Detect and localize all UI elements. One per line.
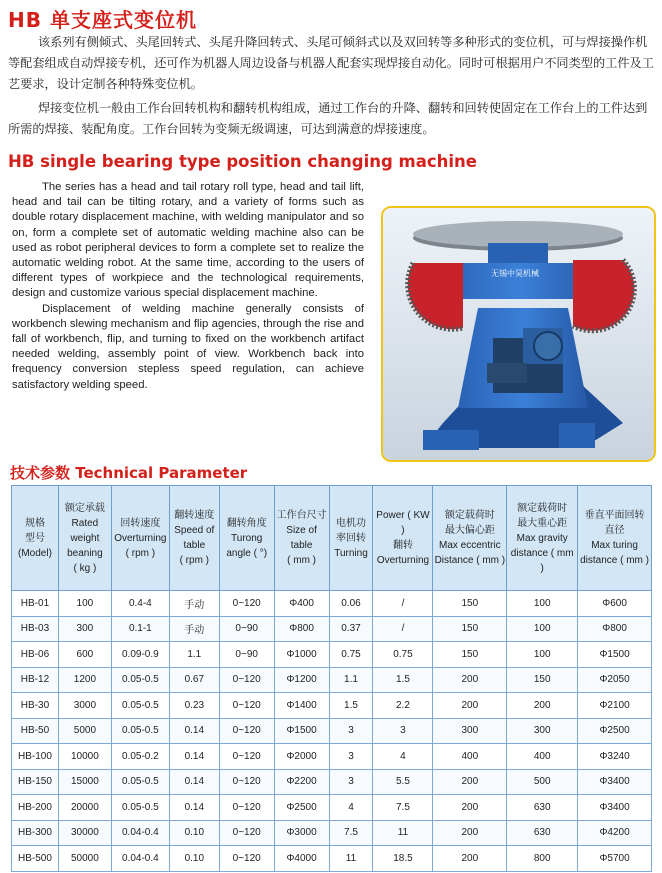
table-cell: Φ2200 — [274, 769, 329, 795]
table-cell: 0.1-1 — [111, 616, 169, 642]
table-body — [12, 591, 652, 872]
column-header-line: beaning — [67, 547, 103, 559]
column-header-line: Power ( KW ) — [376, 510, 430, 536]
table-cell: HB-100 — [12, 744, 59, 770]
column-header-line: Overturning — [376, 555, 430, 566]
table-cell: 0~90 — [219, 616, 274, 642]
column-header-line: 垂直平面回转 — [584, 510, 645, 521]
table-cell: HB-12 — [12, 667, 59, 693]
table-cell: 150 — [433, 642, 507, 668]
table-cell: 0.05-0.5 — [111, 795, 169, 821]
table-row — [12, 591, 652, 617]
table-cell: HB-500 — [12, 846, 59, 872]
column-header-line: 最大偏心距 — [444, 525, 495, 536]
table-cell: 0.04-0.4 — [111, 820, 169, 846]
technical-parameter-table — [11, 485, 652, 872]
column-header-line: ( rpm ) — [179, 555, 210, 566]
table-cell: 0.4-4 — [111, 591, 169, 617]
table-cell: 0.75 — [373, 642, 433, 668]
column-header-line: 最大重心距 — [517, 517, 568, 529]
table-cell: HB-03 — [12, 616, 59, 642]
table-row — [12, 693, 652, 719]
table-cell: 600 — [58, 642, 111, 668]
column-header-line: Size of — [286, 525, 317, 536]
table-cell: HB-30 — [12, 693, 59, 719]
table-cell: 4 — [329, 795, 373, 821]
column-header — [578, 486, 652, 591]
table-row — [12, 718, 652, 744]
table-cell: 0~120 — [219, 744, 274, 770]
table-cell: 200 — [507, 693, 578, 719]
table-cell: 200 — [433, 693, 507, 719]
table-cell: 400 — [507, 744, 578, 770]
column-header-line: 额定载荷时 — [517, 502, 568, 514]
table-cell: Φ2050 — [578, 667, 652, 693]
table-cell: Φ600 — [578, 591, 652, 617]
table-cell: 200 — [433, 820, 507, 846]
column-header — [111, 486, 169, 591]
table-cell: HB-01 — [12, 591, 59, 617]
table-cell: 500 — [507, 769, 578, 795]
column-header-line: (Model) — [18, 547, 52, 559]
table-cell: Φ800 — [274, 616, 329, 642]
table-cell: Φ1400 — [274, 693, 329, 719]
column-header — [169, 486, 219, 591]
table-cell: 100 — [58, 591, 111, 617]
table-cell: 0~120 — [219, 769, 274, 795]
table-cell: 0.14 — [169, 769, 219, 795]
table-cell: 0~120 — [219, 718, 274, 744]
column-header — [433, 486, 507, 591]
table-cell: 150 — [433, 616, 507, 642]
table-cell: 150 — [507, 667, 578, 693]
table-cell: Φ1500 — [274, 718, 329, 744]
column-header-line: table — [183, 540, 206, 551]
table-cell: 150 — [433, 591, 507, 617]
table-cell: 800 — [507, 846, 578, 872]
table-header-row — [12, 486, 652, 591]
column-header — [274, 486, 329, 591]
column-header-line: 规格 — [24, 517, 45, 529]
table-cell: 200 — [433, 667, 507, 693]
column-header-line: ( kg ) — [73, 562, 97, 574]
column-header-line: 电机功 — [335, 517, 366, 529]
intro-paragraph-cn-1: 该系列有侧倾式、头尾回转式、头尾升降回转式、头尾可倾斜式以及双回转等多种形式的变位机，可与焊接操作机等配套组成自动焊接专机，还可作为机器人周边设备与机器人配套实现焊接自动化。同时可根据用户不同类型的工件及工艺要求，设计定制各种特殊变位机。 — [8, 35, 654, 91]
table-cell: Φ1200 — [274, 667, 329, 693]
intro-text-en — [12, 180, 364, 393]
column-header-line: Max turing — [591, 540, 638, 551]
table-cell: HB-50 — [12, 718, 59, 744]
table-cell: 0~120 — [219, 693, 274, 719]
table-cell: 0.14 — [169, 795, 219, 821]
table-cell: 10000 — [58, 744, 111, 770]
column-header-line: distance ( mm ) — [510, 547, 574, 574]
table-cell: Φ2100 — [578, 693, 652, 719]
table-cell: 100 — [507, 616, 578, 642]
column-header-line: ( rpm ) — [125, 547, 156, 559]
table-cell: 200 — [433, 846, 507, 872]
table-cell: 200 — [433, 795, 507, 821]
table-cell: 7.5 — [329, 820, 373, 846]
table-cell: 0.14 — [169, 718, 219, 744]
table-cell: 0.05-0.2 — [111, 744, 169, 770]
table-cell: 0~120 — [219, 795, 274, 821]
table-cell: 7.5 — [373, 795, 433, 821]
column-header-line: 翻转 — [392, 540, 413, 551]
table-cell: 11 — [329, 846, 373, 872]
column-header-line: Max gravity — [516, 532, 568, 544]
table-cell: Φ3400 — [578, 769, 652, 795]
table-cell: 1200 — [58, 667, 111, 693]
table-cell: 0.10 — [169, 846, 219, 872]
table-cell: Φ5700 — [578, 846, 652, 872]
table-cell: 0.06 — [329, 591, 373, 617]
table-cell: Φ400 — [274, 591, 329, 617]
column-header-line: angle ( °) — [226, 547, 268, 559]
table-cell: 0.09-0.9 — [111, 642, 169, 668]
column-header-line: Max eccentric — [439, 540, 501, 551]
table-cell: HB-300 — [12, 820, 59, 846]
table-cell: Φ4000 — [274, 846, 329, 872]
table-row — [12, 820, 652, 846]
table-cell: 0~90 — [219, 642, 274, 668]
table-row — [12, 616, 652, 642]
table-cell: Φ3240 — [578, 744, 652, 770]
column-header-line: ( mm ) — [287, 555, 317, 566]
table-cell: Φ2000 — [274, 744, 329, 770]
table-cell: 0.67 — [169, 667, 219, 693]
column-header-line: Rated — [71, 517, 99, 529]
table-cell: 3 — [373, 718, 433, 744]
table-cell: 0~120 — [219, 667, 274, 693]
table-row — [12, 795, 652, 821]
table-cell: 15000 — [58, 769, 111, 795]
table-cell: 18.5 — [373, 846, 433, 872]
table-cell: 0.75 — [329, 642, 373, 668]
table-cell: 1.1 — [329, 667, 373, 693]
column-header-line: 翻转速度 — [174, 510, 215, 521]
column-header — [58, 486, 111, 591]
column-header-line: 回转速度 — [120, 517, 161, 529]
table-cell: 0.05-0.5 — [111, 667, 169, 693]
table-cell: 0.10 — [169, 820, 219, 846]
table-row — [12, 667, 652, 693]
table-cell: 0~120 — [219, 591, 274, 617]
column-header-line: 率回转 — [335, 532, 366, 544]
table-cell: HB-150 — [12, 769, 59, 795]
table-cell: Φ2500 — [578, 718, 652, 744]
table-cell: 100 — [507, 591, 578, 617]
intro-paragraph-en-2: Displacement of welding machine generally consists of workbench slewing mechanism and flip agencies, through the rise and fall of workbench, flip, and turning to fixed on the workbench artifact needed welding, assembly point of view. Workbench back into frequency conversion stepless speed regulation, can achieve satisfactory welding speed. — [12, 302, 364, 391]
table-cell: 0.23 — [169, 693, 219, 719]
table-cell: 400 — [433, 744, 507, 770]
intro-paragraph-cn-2: 焊接变位机一般由工作台回转机构和翻转机构组成，通过工作台的升降、翻转和回转使固定在工作台上的工件达到所需的焊接、装配角度。工作台回转为变频无级调速，可达到满意的焊接速度。 — [8, 101, 648, 136]
table-cell: 3 — [329, 769, 373, 795]
table-cell: 0.05-0.5 — [111, 693, 169, 719]
table-cell: 0.05-0.5 — [111, 718, 169, 744]
table-cell: 30000 — [58, 820, 111, 846]
column-header-line: Speed of — [174, 525, 215, 536]
column-header-line: 型号 — [24, 532, 45, 544]
table-cell: 11 — [373, 820, 433, 846]
table-cell: 5.5 — [373, 769, 433, 795]
table-cell: Φ1000 — [274, 642, 329, 668]
column-header — [219, 486, 274, 591]
table-cell: 100 — [507, 642, 578, 668]
table-cell: 手动 — [169, 591, 219, 617]
table-cell: 0.04-0.4 — [111, 846, 169, 872]
product-photo — [381, 206, 656, 462]
table-cell: 3000 — [58, 693, 111, 719]
column-header-line: distance ( mm ) — [580, 555, 649, 566]
column-header-line: Overturning — [114, 532, 167, 544]
table-cell: 630 — [507, 820, 578, 846]
column-header-line: Distance ( mm ) — [434, 555, 506, 566]
column-header-line: Turong — [231, 532, 263, 544]
column-header-line: 工作台尺寸 — [276, 510, 327, 521]
table-cell: 0.14 — [169, 744, 219, 770]
table-cell: 0~120 — [219, 820, 274, 846]
table-cell: HB-06 — [12, 642, 59, 668]
table-cell: 20000 — [58, 795, 111, 821]
table-cell: 300 — [58, 616, 111, 642]
table-cell: / — [373, 591, 433, 617]
column-header-line: table — [290, 540, 313, 551]
column-header-line: 额定载荷时 — [444, 510, 495, 521]
table-cell: 50000 — [58, 846, 111, 872]
column-header — [507, 486, 578, 591]
table-cell: Φ3400 — [578, 795, 652, 821]
table-cell: Φ1500 — [578, 642, 652, 668]
page-title-en: HB single bearing type position changing machine — [8, 152, 477, 171]
table-cell: 1.5 — [373, 667, 433, 693]
table-cell: 0.05-0.5 — [111, 769, 169, 795]
column-header-line: 直径 — [604, 525, 625, 536]
intro-paragraph-en-1: The series has a head and tail rotary roll type, head and tail lift, head and tail can be tilting rotary, and a variety of forms such as double rotary displacement machine, with welding manipulator and so on, form a complete set of automatic welding machine also can be used as robot peripheral devices to form a complete set to realize the automatic welding robot. At the same time, according to the users of different types of workpiece and the technological requirements, design and customize various special displacement machine. — [12, 181, 364, 300]
table-cell: 200 — [433, 769, 507, 795]
table-cell: 2.2 — [373, 693, 433, 719]
table-cell: Φ4200 — [578, 820, 652, 846]
table-cell: 0~120 — [219, 846, 274, 872]
table-cell: 1.1 — [169, 642, 219, 668]
table-cell: 300 — [507, 718, 578, 744]
table-cell: 3 — [329, 744, 373, 770]
column-header-line: 额定承载 — [64, 502, 105, 514]
table-cell: 手动 — [169, 616, 219, 642]
table-cell: 630 — [507, 795, 578, 821]
table-cell: HB-200 — [12, 795, 59, 821]
table-cell: 300 — [433, 718, 507, 744]
table-cell: Φ2500 — [274, 795, 329, 821]
column-header — [12, 486, 59, 591]
table-cell: / — [373, 616, 433, 642]
photo-brand-label: 无锡中昊机械 — [491, 269, 539, 278]
technical-parameter-title: 技术参数 Technical Parameter — [10, 464, 248, 482]
page-title-cn: HB 单支座式变位机 — [8, 8, 197, 32]
table-row — [12, 846, 652, 872]
column-header-line: weight — [70, 532, 100, 544]
table-cell: Φ800 — [578, 616, 652, 642]
table-cell: 0.37 — [329, 616, 373, 642]
table-cell: 4 — [373, 744, 433, 770]
column-header-line: 翻转角度 — [226, 517, 267, 529]
positioner-machine-image — [383, 208, 654, 460]
table-cell: 1.5 — [329, 693, 373, 719]
table-row — [12, 642, 652, 668]
table-cell: 5000 — [58, 718, 111, 744]
column-header — [373, 486, 433, 591]
column-header — [329, 486, 373, 591]
table-cell: 3 — [329, 718, 373, 744]
table-cell: Φ3000 — [274, 820, 329, 846]
table-row — [12, 744, 652, 770]
table-row — [12, 769, 652, 795]
column-header-line: Turning — [334, 547, 368, 559]
